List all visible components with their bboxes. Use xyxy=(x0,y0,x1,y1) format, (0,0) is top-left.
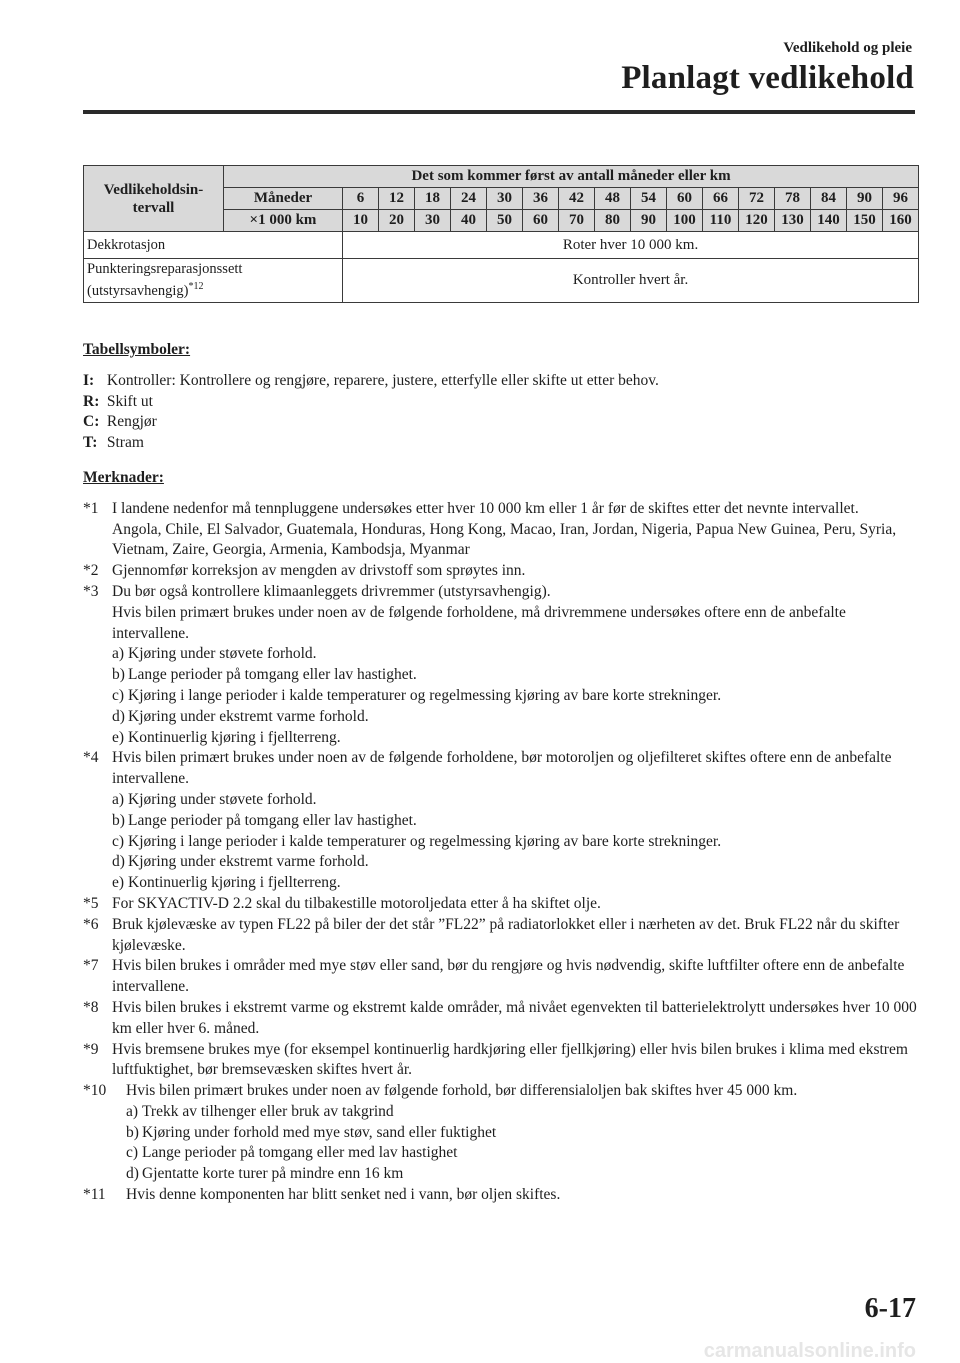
note-11 xyxy=(83,1185,918,1206)
symbol-item xyxy=(83,433,918,454)
table-row xyxy=(84,232,919,259)
km-label: ×1 000 km xyxy=(224,210,343,232)
note-7 xyxy=(83,956,918,998)
sub-text: Kontinuerlig kjøring i fjellterreng. xyxy=(128,728,341,746)
row-label-text: Punkteringsreparasjonssett (utstyrsavhengig) xyxy=(87,261,243,299)
sub-item xyxy=(112,644,918,665)
row-label xyxy=(84,259,343,303)
content-body xyxy=(83,340,918,1206)
sub-item xyxy=(112,873,918,894)
note-number: *1 xyxy=(83,499,99,517)
note-8 xyxy=(83,998,918,1040)
row-value: Kontroller hvert år. xyxy=(343,259,919,303)
sub-letter: d) xyxy=(126,1165,139,1183)
month-cell: 84 xyxy=(811,188,847,210)
sub-letter: b) xyxy=(126,1123,139,1141)
sub-letter: a) xyxy=(126,1102,139,1120)
notes-heading: Merknader: xyxy=(83,468,164,486)
sub-text: Kontinuerlig kjøring i fjellterreng. xyxy=(128,874,341,892)
note-text: Du bør også kontrollere klimaanleggets drivremmer (utstyrsavhengig). xyxy=(112,582,551,600)
sub-text: Gjentatte korte turer på mindre enn 16 km xyxy=(142,1165,404,1183)
month-cell: 12 xyxy=(379,188,415,210)
km-cell: 100 xyxy=(667,210,703,232)
header-rule xyxy=(83,110,915,114)
sub-letter: b) xyxy=(112,666,125,684)
sub-item xyxy=(126,1123,918,1144)
note-text: Hvis denne komponenten har blitt senket ned i vann, bør oljen skiftes. xyxy=(126,1186,561,1204)
sub-item xyxy=(112,790,918,811)
sub-text: Trekk av tilhenger eller bruk av takgrind xyxy=(142,1102,394,1120)
note-number: *3 xyxy=(83,582,99,600)
note-9 xyxy=(83,1040,918,1082)
symbol-text: Rengjør xyxy=(106,413,157,431)
note-number: *9 xyxy=(83,1040,99,1058)
symbol-item xyxy=(83,371,918,392)
month-cell: 54 xyxy=(631,188,667,210)
note-number: *4 xyxy=(83,749,99,767)
symbol-text: Stram xyxy=(106,434,144,452)
note-5 xyxy=(83,894,918,915)
symbol-item xyxy=(83,392,918,413)
month-cell: 78 xyxy=(775,188,811,210)
symbol-key: C: xyxy=(83,413,100,431)
note-number: *10 xyxy=(83,1082,107,1100)
symbol-text: Skift ut xyxy=(106,392,153,410)
note-text: Gjennomfør korreksjon av mengden av drivstoff som sprøytes inn. xyxy=(112,562,526,580)
sub-letter: c) xyxy=(112,686,125,704)
note-text: Hvis bilen brukes i områder med mye støv eller sand, bør du rengjøre og hvis nødvendig, skifte luftfilter oftere enn de anbefalte intervallene. xyxy=(112,957,905,996)
note-number: *2 xyxy=(83,562,99,580)
symbol-item xyxy=(83,412,918,433)
sub-text: Kjøring i lange perioder i kalde temperaturer og regelmessing kjøring av bare korte strekninger. xyxy=(128,832,722,850)
sub-text: Lange perioder på tomgang eller lav hastighet. xyxy=(128,666,417,684)
note-text: Hvis bremsene brukes mye (for eksempel kontinuerlig hardkjøring eller fjellkjøring) eller hvis bilen brukes i klima med ekstrem luftfuktighet, bør bremsevæsken skiftes hvert år. xyxy=(112,1040,908,1079)
month-cell: 66 xyxy=(703,188,739,210)
maintenance-table xyxy=(83,165,919,303)
month-cell: 72 xyxy=(739,188,775,210)
sub-text: Kjøring i lange perioder i kalde temperaturer og regelmessing kjøring av bare korte strekninger. xyxy=(128,686,722,704)
sub-letter: c) xyxy=(112,832,125,850)
note-6 xyxy=(83,915,918,957)
km-cell: 130 xyxy=(775,210,811,232)
km-cell: 110 xyxy=(703,210,739,232)
symbol-text: Kontroller: Kontrollere og rengjøre, reparere, justere, etterfylle eller skifte ut etter behov. xyxy=(106,371,659,389)
note-text: Hvis bilen primært brukes under noen av de følgende forholdene, bør motoroljen og oljefilteret skiftes oftere enn de anbefalte intervallene. xyxy=(112,749,892,788)
sub-letter: d) xyxy=(112,853,125,871)
note-extra: Angola, Chile, El Salvador, Guatemala, Honduras, Hong Kong, Macao, Iran, Jordan, Nigeria, Papua New Guinea, Peru, Syria, Vietnam, Zaire, Georgia, Armenia, Kambodsja, Myanmar xyxy=(112,520,897,559)
km-cell: 30 xyxy=(415,210,451,232)
sub-item xyxy=(112,728,918,749)
km-cell: 140 xyxy=(811,210,847,232)
km-cell: 150 xyxy=(847,210,883,232)
note-number: *8 xyxy=(83,998,99,1016)
note-text: Hvis bilen brukes i ekstremt varme og ekstremt kalde områder, må nivået egenvekten til batterielektrolytt undersøkes hver 10 000 km eller hver 6. måned. xyxy=(112,998,917,1037)
sub-letter: e) xyxy=(112,728,125,746)
km-cell: 20 xyxy=(379,210,415,232)
symbol-key: I: xyxy=(83,371,95,389)
km-cell: 80 xyxy=(595,210,631,232)
note-10 xyxy=(83,1081,918,1185)
sub-text: Kjøring under forhold med mye støv, sand eller fuktighet xyxy=(142,1123,497,1141)
page-title: Planlagt vedlikehold xyxy=(621,60,914,96)
note-1 xyxy=(83,499,918,561)
month-cell: 24 xyxy=(451,188,487,210)
sub-text: Kjøring under ekstremt varme forhold. xyxy=(128,853,369,871)
note-2 xyxy=(83,561,918,582)
footnote-ref: *12 xyxy=(188,281,204,293)
month-cell: 36 xyxy=(523,188,559,210)
sub-text: Kjøring under støvete forhold. xyxy=(128,645,317,663)
sub-item xyxy=(112,811,918,832)
sub-item xyxy=(126,1164,918,1185)
row-label: Dekkrotasjon xyxy=(84,232,343,259)
note-text: Bruk kjølevæske av typen FL22 på biler der det står ”FL22” på radiatorlokket eller i nærheten av det. Bruk FL22 når du skifter kjølevæske. xyxy=(112,915,900,954)
km-cell: 90 xyxy=(631,210,667,232)
sub-letter: b) xyxy=(112,811,125,829)
sub-text: Kjøring under ekstremt varme forhold. xyxy=(128,707,369,725)
km-cell: 120 xyxy=(739,210,775,232)
month-cell: 42 xyxy=(559,188,595,210)
km-cell: 60 xyxy=(523,210,559,232)
sub-item xyxy=(126,1102,918,1123)
symbol-key: R: xyxy=(83,392,100,410)
sub-letter: d) xyxy=(112,707,125,725)
km-cell: 50 xyxy=(487,210,523,232)
symbols-heading: Tabellsymboler: xyxy=(83,341,191,358)
interval-header: Vedlikeholdsin- tervall xyxy=(84,166,224,232)
sub-item xyxy=(112,852,918,873)
sub-text: Lange perioder på tomgang eller med lav hastighet xyxy=(142,1144,458,1162)
month-cell: 6 xyxy=(343,188,379,210)
sub-text: Kjøring under støvete forhold. xyxy=(128,790,317,808)
sub-item xyxy=(112,707,918,728)
note-number: *6 xyxy=(83,915,99,933)
month-cell: 48 xyxy=(595,188,631,210)
sub-item xyxy=(112,832,918,853)
sub-item xyxy=(112,665,918,686)
sub-letter: e) xyxy=(112,874,125,892)
sub-item xyxy=(112,686,918,707)
month-cell: 90 xyxy=(847,188,883,210)
km-cell: 160 xyxy=(883,210,919,232)
table-row xyxy=(84,259,919,303)
sub-letter: a) xyxy=(112,645,125,663)
month-cell: 96 xyxy=(883,188,919,210)
page-number: 6-17 xyxy=(864,1293,916,1324)
months-label: Måneder xyxy=(224,188,343,210)
month-cell: 18 xyxy=(415,188,451,210)
whichever-first-header: Det som kommer først av antall måneder eller km xyxy=(224,166,919,188)
note-number: *11 xyxy=(83,1186,106,1204)
sub-text: Lange perioder på tomgang eller lav hastighet. xyxy=(128,811,417,829)
sub-letter: c) xyxy=(126,1144,139,1162)
watermark: carmanualsonline.info xyxy=(703,1340,916,1362)
km-cell: 40 xyxy=(451,210,487,232)
note-extra: Hvis bilen primært brukes under noen av de følgende forholdene, må drivremmene undersøkes oftere enn de anbefalte intervallene. xyxy=(112,603,846,642)
row-value: Roter hver 10 000 km. xyxy=(343,232,919,259)
symbol-key: T: xyxy=(83,434,98,452)
note-text: Hvis bilen primært brukes under noen av følgende forhold, bør differensialoljen bak skiftes hver 45 000 km. xyxy=(126,1082,798,1100)
note-number: *7 xyxy=(83,957,99,975)
km-cell: 10 xyxy=(343,210,379,232)
note-4 xyxy=(83,748,918,894)
month-cell: 60 xyxy=(667,188,703,210)
km-cell: 70 xyxy=(559,210,595,232)
sub-item xyxy=(126,1143,918,1164)
note-number: *5 xyxy=(83,894,99,912)
section-title: Vedlikehold og pleie xyxy=(783,40,912,56)
sub-letter: a) xyxy=(112,790,125,808)
month-cell: 30 xyxy=(487,188,523,210)
note-text: I landene nedenfor må tennpluggene undersøkes etter hver 10 000 km eller 1 år før de skiftes etter det nevnte intervallet. xyxy=(112,499,859,517)
note-3 xyxy=(83,582,918,748)
note-text: For SKYACTIV-D 2.2 skal du tilbakestille motoroljedata etter å ha skiftet olje. xyxy=(112,894,601,912)
